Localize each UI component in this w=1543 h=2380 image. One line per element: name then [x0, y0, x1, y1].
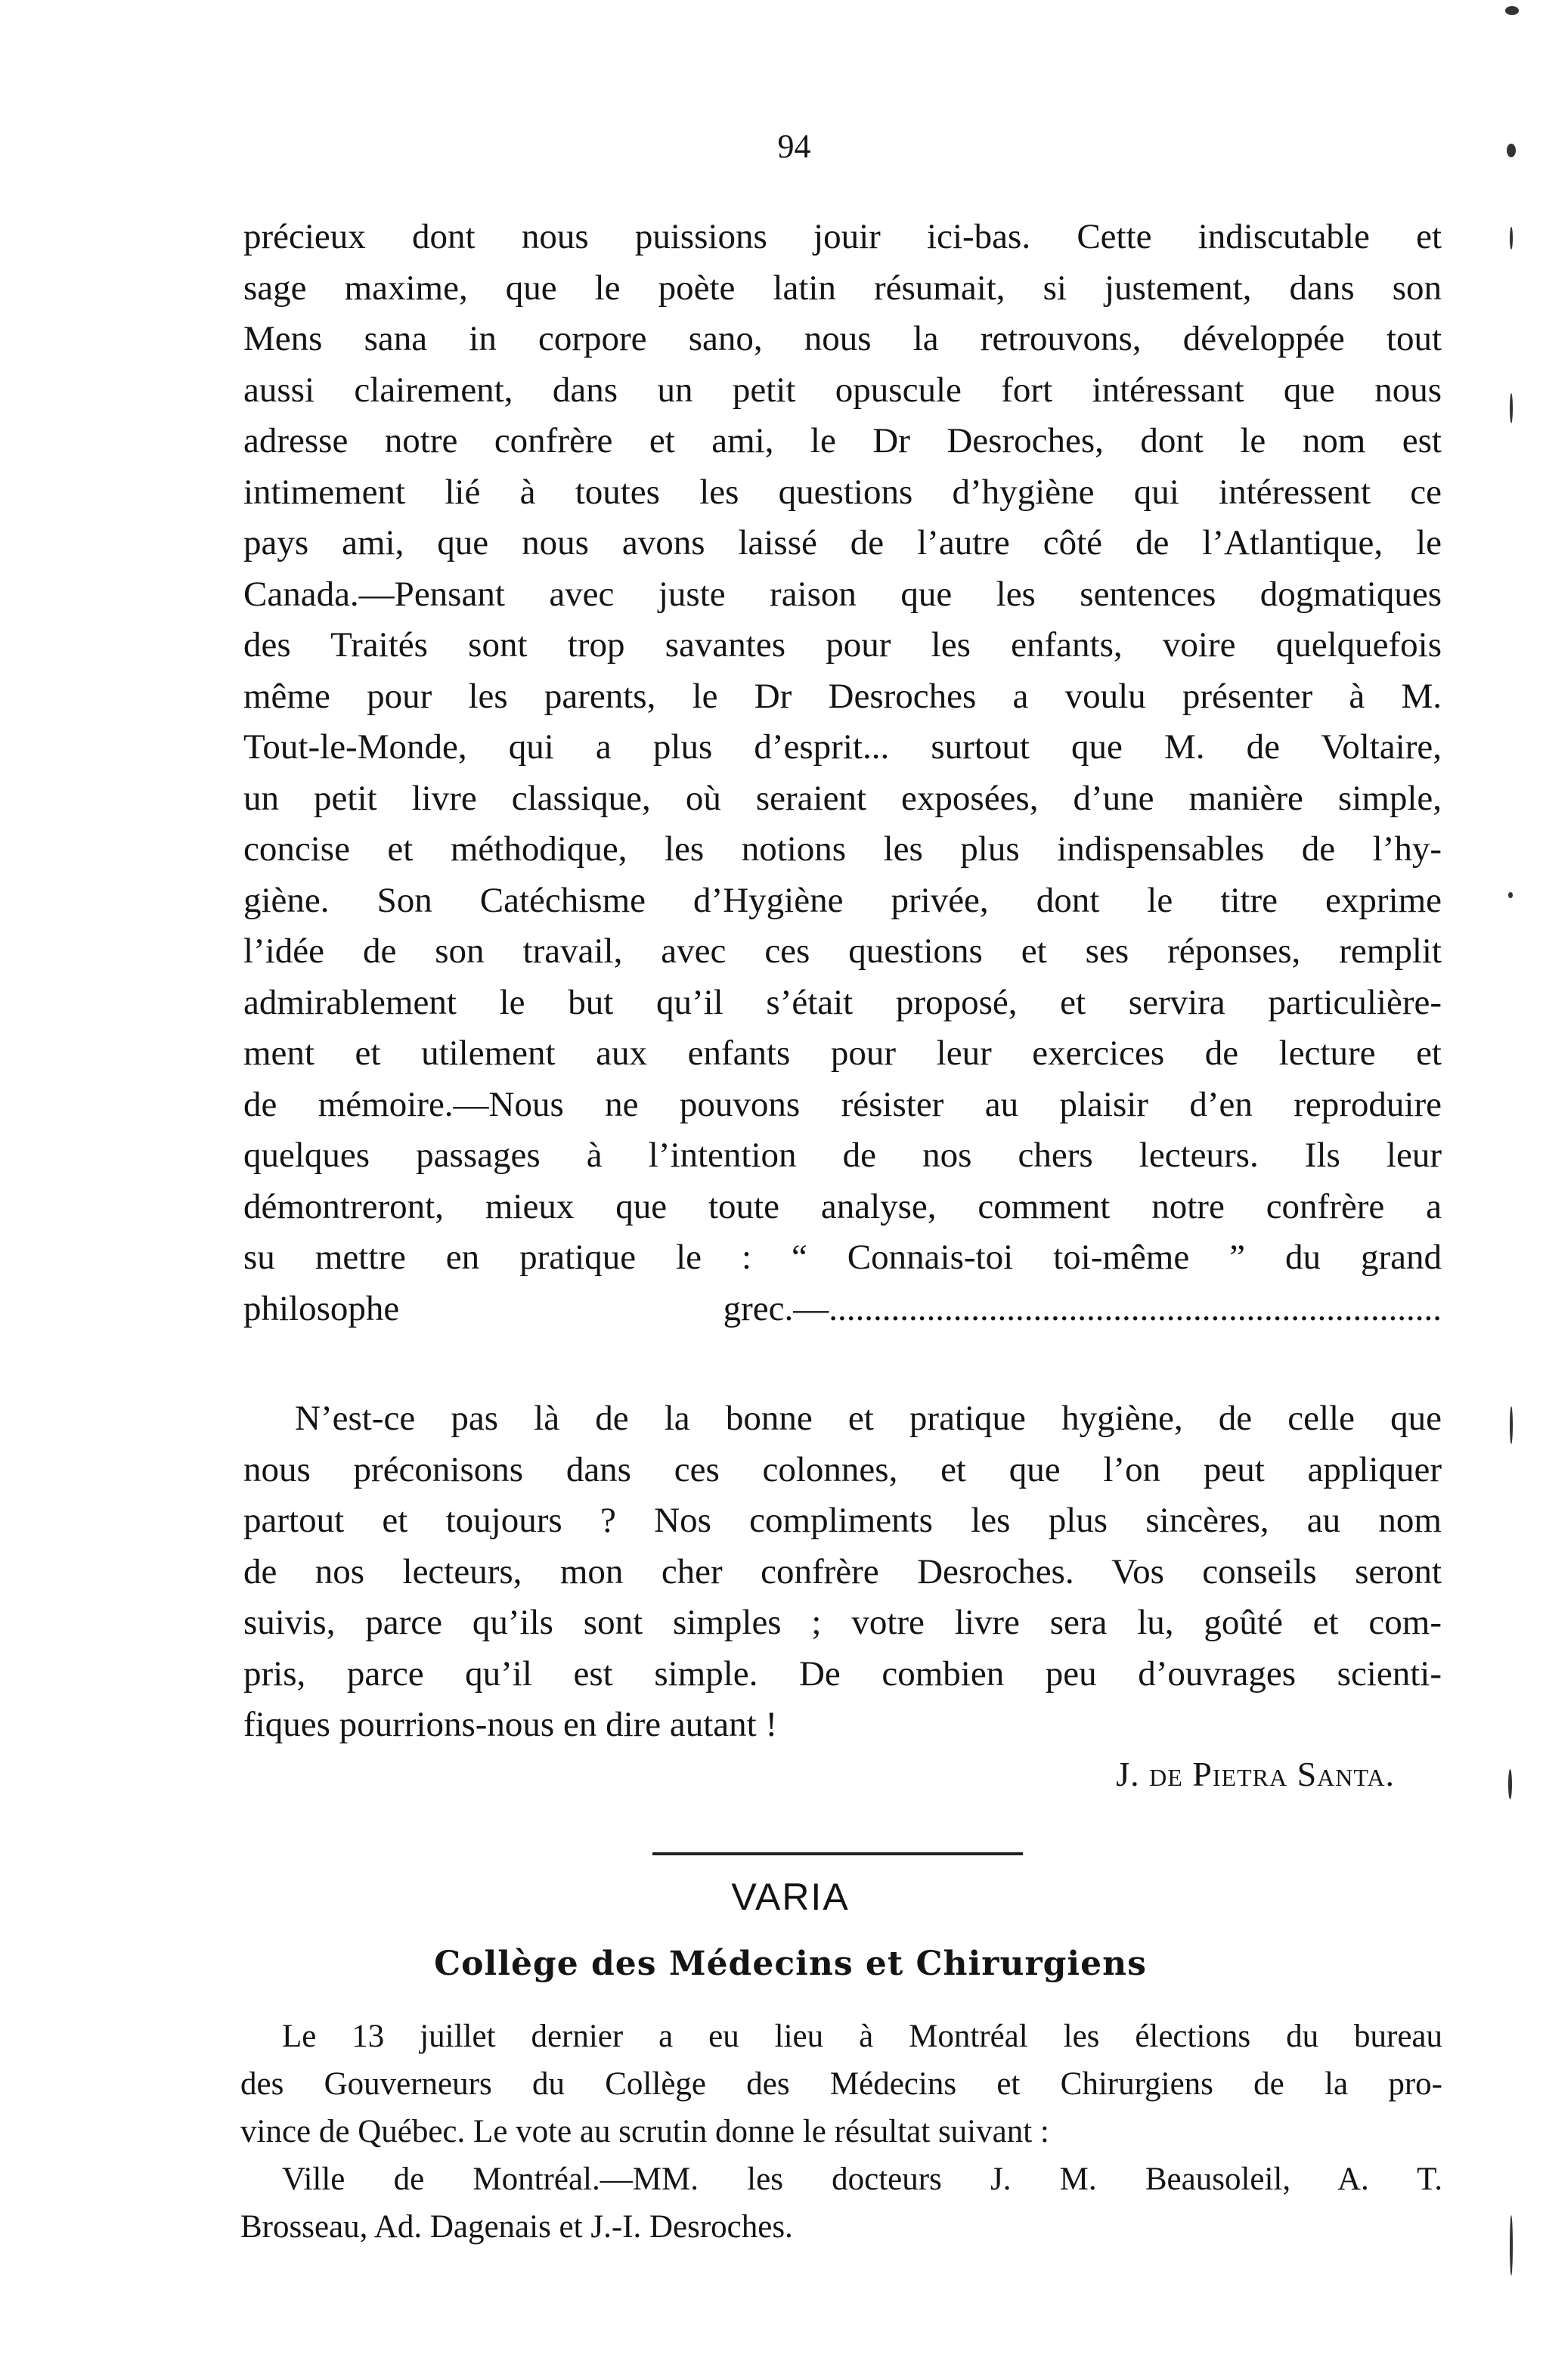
text-line: N’est-ce pas là de la bonne et pratique hygiène, de celle que	[295, 1399, 1442, 1438]
text-line: de nos lecteurs, mon cher confrère Desroches. Vos conseils seront	[243, 1551, 1442, 1591]
text-line: Brosseau, Ad. Dagenais et J.-I. Desroches.	[240, 2209, 793, 2245]
section-heading: VARIA	[731, 1876, 850, 1918]
text-line: Le 13 juillet dernier a eu lieu à Montréal les élections du bureau	[282, 2019, 1442, 2054]
continuation-paragraph	[243, 1393, 1442, 1751]
text-line: concise et méthodique, les notions les plus indispensables de l’hy-	[243, 829, 1442, 869]
text-line: suivis, parce qu’ils sont simples ; votre livre sera lu, goûté et com-	[243, 1603, 1442, 1642]
text-line: aussi clairement, dans un petit opuscule fort intéressant que nous	[243, 370, 1442, 410]
text-line: partout et toujours ? Nos compliments les plus sincères, au nom	[243, 1501, 1442, 1540]
text-line: des Traités sont trop savantes pour les enfants, voire quelquefois	[243, 625, 1442, 665]
text-line: sage maxime, que le poète latin résumait, si justement, dans son	[243, 268, 1442, 308]
text-line: l’idée de son travail, avec ces questions et ses réponses, remplit	[243, 931, 1442, 971]
article-heading: Collège des Médecins et Chirurgiens	[434, 1945, 1147, 1983]
text-line: précieux dont nous puissions jouir ici-bas. Cette indiscutable et	[243, 217, 1442, 256]
varia-paragraph	[240, 2013, 1442, 2251]
text-line: philosophe grec.—.....................................................................	[243, 1288, 1442, 1328]
text-line: nous préconisons dans ces colonnes, et que l’on peut appliquer	[243, 1449, 1442, 1489]
text-line: un petit livre classique, où seraient exposées, d’une manière simple,	[243, 778, 1442, 818]
essay-paragraph	[243, 212, 1442, 1334]
text-line: Mens sana in corpore sano, nous la retrouvons, développée tout	[243, 319, 1442, 358]
text-line: Tout-le-Monde, qui a plus d’esprit... surtout que M. de Voltaire,	[243, 727, 1442, 767]
text-line: pris, parce qu’il est simple. De combien peu d’ouvrages scienti-	[243, 1653, 1442, 1694]
text-line: giène. Son Catéchisme d’Hygiène privée, dont le titre exprime	[243, 880, 1442, 920]
scan-margin-specks	[1505, 0, 1520, 2380]
text-line: de mémoire.—Nous ne pouvons résister au plaisir d’en reproduire	[243, 1084, 1442, 1124]
text-line: pays ami, que nous avons laissé de l’autre côté de l’Atlantique, le	[243, 523, 1442, 562]
author-signature: J. de Pietra Santa.	[1116, 1755, 1395, 1793]
text-line: adresse notre confrère et ami, le Dr Desroches, dont le nom est	[243, 421, 1442, 460]
text-line: fiques pourrions-nous en dire autant !	[243, 1705, 778, 1744]
page-number: 94	[777, 128, 811, 165]
text-line: su mettre en pratique le : “ Connais-toi toi-même ” du grand	[243, 1238, 1442, 1277]
text-line: démontreront, mieux que toute analyse, comment notre confrère a	[243, 1186, 1442, 1226]
section-divider	[652, 1852, 1023, 1855]
text-line: admirablement le but qu’il s’était proposé, et servira particulière-	[243, 982, 1442, 1022]
text-line: ment et utilement aux enfants pour leur exercices de lecture et	[243, 1034, 1442, 1073]
text-line: vince de Québec. Le vote au scrutin donne le résultat suivant :	[240, 2114, 1049, 2149]
text-line: Ville de Montréal.—MM. les docteurs J. M. Beausoleil, A. T.	[282, 2162, 1442, 2197]
text-line: quelques passages à l’intention de nos chers lecteurs. Ils leur	[243, 1136, 1442, 1175]
text-line: Canada.—Pensant avec juste raison que les sentences dogmatiques	[243, 574, 1442, 614]
text-line: intimement lié à toutes les questions d’hygiène qui intéressent ce	[243, 472, 1442, 512]
text-line: même pour les parents, le Dr Desroches a voulu présenter à M.	[243, 676, 1442, 716]
text-line: des Gouverneurs du Collège des Médecins et Chirurgiens de la pro-	[240, 2066, 1442, 2102]
